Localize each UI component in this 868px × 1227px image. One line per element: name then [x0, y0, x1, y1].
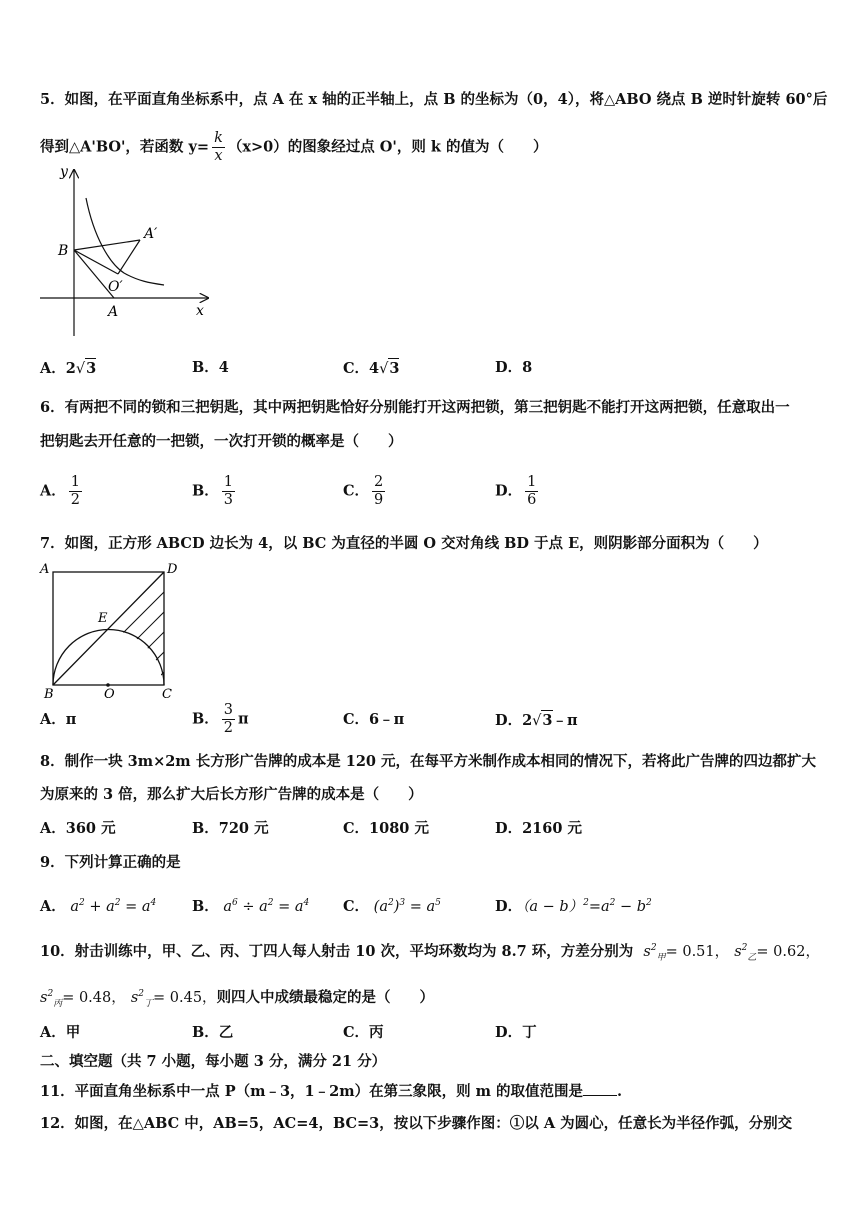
q5-option-c: C．4√3: [343, 360, 400, 377]
q10-sub-bing: 丙: [53, 998, 63, 1009]
q11-tail: .: [617, 1083, 623, 1100]
q6-option-c-label: C．: [343, 482, 370, 500]
q5-option-a: A．2√3: [40, 360, 97, 377]
q10-option-a: A．甲: [40, 1024, 81, 1041]
q6-option-d-num: 1: [527, 474, 537, 490]
q7-label-E: E: [98, 611, 108, 626]
q9-option-b-label: B．: [192, 897, 219, 915]
q7-option-b-den: 2: [223, 720, 233, 736]
q6-line2: 把钥匙去开任意的一把锁，一次打开锁的概率是（ ）: [40, 433, 403, 450]
q8-option-a: A．360 元: [40, 820, 116, 837]
q8-option-b: B．720 元: [192, 820, 269, 837]
q5-option-d: D．8: [495, 359, 533, 376]
q6-option-a-frac: [69, 474, 82, 509]
q11-answer-blank: [583, 1095, 617, 1096]
q12-line1: 12．如图，在△ABC 中，AB=5，AC=4，BC=3，按以下步骤作图：①以 A 为圆心，任意长为半径作弧，分别交: [40, 1115, 793, 1132]
q9-line1: 9．下列计算正确的是: [40, 854, 181, 871]
q6-option-c: [343, 474, 388, 509]
q7-option-b-num: 3: [223, 702, 233, 718]
q10-sub-jia: 甲: [656, 952, 666, 963]
q7-option-d-rad: 3: [542, 712, 553, 729]
q7-option-b-tail: π: [238, 710, 249, 728]
q9-option-b: B． $a^6 \div a^2 = a^4$: [192, 897, 310, 915]
q10-s-yi: = 0.62，: [756, 943, 820, 960]
section2-heading: 二、填空题（共 7 小题，每小题 3 分，满分 21 分）: [40, 1053, 387, 1070]
q5-frac-den: x: [214, 148, 223, 164]
q10-option-d: D．丁: [495, 1024, 537, 1041]
q5-option-c-rad: 3: [389, 360, 400, 377]
q7-option-b-frac: [222, 702, 235, 737]
q7-label-O: O: [104, 687, 115, 700]
q7-label-D: D: [167, 562, 178, 577]
q8-line1: 8．制作一块 3m×2m 长方形广告牌的成本是 120 元，在每平方米制作成本相同的情况下，若将此广告牌的四边都扩大: [40, 753, 817, 770]
q5-label-A: A: [108, 304, 119, 320]
q10-s-bing: = 0.48，: [62, 989, 126, 1006]
q6-option-a-label: A．: [40, 482, 66, 500]
q10-s-jia: = 0.51，: [665, 943, 730, 960]
q6-option-b-label: B．: [192, 482, 219, 500]
q6-option-d-frac: [525, 474, 538, 509]
q6-option-d-label: D．: [495, 482, 523, 500]
q10-option-b: B．乙: [192, 1024, 234, 1041]
q9-option-d-label: D．: [495, 897, 523, 915]
q5-label-B: B: [58, 243, 69, 259]
q7-label-C: C: [162, 687, 172, 700]
q5-line1: 5．如图，在平面直角坐标系中，点 A 在 x 轴的正半轴上，点 B 的坐标为（0，4），将△ABO 绕点 B 逆时针旋转 60°后: [40, 91, 828, 108]
q6-option-a-num: 1: [70, 474, 80, 490]
q7-option-d-coef: 2: [522, 712, 533, 729]
q7-option-d: D．2√3﹣π: [495, 712, 578, 729]
q6-option-d-den: 6: [527, 492, 537, 508]
q7-label-B: B: [44, 687, 54, 700]
q9-option-a-label: A．: [40, 897, 66, 915]
q7-figure: [36, 560, 186, 700]
q7-label-A: A: [40, 562, 50, 577]
q7-option-d-tail: ﹣π: [552, 712, 578, 729]
q10-line2-post: 则四人中成绩最稳定的是（ ）: [216, 988, 435, 1006]
q5-figure: [38, 158, 218, 348]
q5-option-c-coef: 4: [369, 360, 380, 377]
q11-line: [40, 1082, 622, 1102]
q10-line2: $s^2_丙= 0.48$， $s^2_丁= 0.45$，则四人中成绩最稳定的是（ ）: [40, 988, 435, 1009]
q6-option-b: [192, 474, 238, 509]
q6-option-c-num: 2: [374, 474, 384, 490]
q10-sub-ding: 丁: [144, 998, 154, 1009]
q7-line1: 7．如图，正方形 ABCD 边长为 4，以 BC 为直径的半圆 O 交对角线 BD 于点 E，则阴影部分面积为（ ）: [40, 535, 768, 552]
q6-option-a-den: 2: [70, 492, 80, 508]
q10-option-c: C．丙: [343, 1024, 384, 1041]
q6-option-a: [40, 474, 85, 509]
q5-option-a-label: A．: [40, 360, 66, 377]
q11-text: 11．平面直角坐标系中一点 P（m﹣3，1﹣2m）在第三象限，则 m 的取值范围是: [40, 1083, 584, 1100]
q9-option-a: A． $a^2 + a^2 = a^4$: [40, 897, 157, 915]
q9-option-c: C． $(a^2)^3 = a^5$: [343, 897, 441, 915]
q5-label-O-prime: O′: [108, 279, 123, 295]
q10-line1: 10．射击训练中，甲、乙、丙、丁四人每人射击 10 次，平均环数均为 8.7 环，方差分别为 $s^2_甲= 0.51$， $s^2_乙= 0.62$，: [40, 942, 820, 963]
q5-label-x: x: [196, 303, 204, 319]
q5-option-a-coef: 2: [65, 360, 76, 377]
q9-option-c-label: C．: [343, 897, 370, 915]
q9-option-d: D．$(a - b)^2=a^2 - b^2$: [495, 897, 652, 915]
q8-option-c: C．1080 元: [343, 820, 429, 837]
q7-option-b-label: B．: [192, 710, 219, 728]
q7-option-a: A．π: [40, 711, 77, 728]
q6-option-b-num: 1: [223, 474, 233, 490]
q8-line2: 为原来的 3 倍，那么扩大后长方形广告牌的成本是（ ）: [40, 786, 423, 803]
q7-option-c: C．6﹣π: [343, 711, 405, 728]
q7-option-d-label: D．: [495, 712, 523, 729]
q5-line2-pre: 得到△A'BO'，若函数 y=: [40, 138, 210, 156]
q5-option-a-rad: 3: [86, 360, 97, 377]
q10-s-ding: = 0.45，: [153, 989, 217, 1006]
q5-label-A-prime: A′: [144, 226, 158, 242]
q5-option-c-label: C．: [343, 360, 370, 377]
q6-line1: 6．有两把不同的锁和三把钥匙，其中两把钥匙恰好分别能打开这两把锁，第三把钥匙不能打开这两把锁，任意取出一: [40, 399, 790, 416]
q6-option-b-den: 3: [223, 492, 233, 508]
q6-option-c-den: 9: [374, 492, 384, 508]
q10-line1-text: 10．射击训练中，甲、乙、丙、丁四人每人射击 10 次，平均环数均为 8.7 环，方差分别为: [40, 942, 634, 960]
q10-sub-yi: 乙: [747, 952, 757, 963]
q5-option-b: B．4: [192, 359, 229, 376]
q5-line2-post: （x>0）的图象经过点 O'，则 k 的值为（ ）: [227, 138, 548, 156]
q6-option-d: [495, 474, 541, 509]
q8-option-d: D．2160 元: [495, 820, 582, 837]
q6-option-c-frac: [372, 474, 385, 509]
q6-option-b-frac: [222, 474, 235, 509]
q5-frac-num: k: [214, 130, 223, 146]
q5-label-y: y: [60, 164, 68, 180]
q7-option-b: [192, 702, 249, 737]
